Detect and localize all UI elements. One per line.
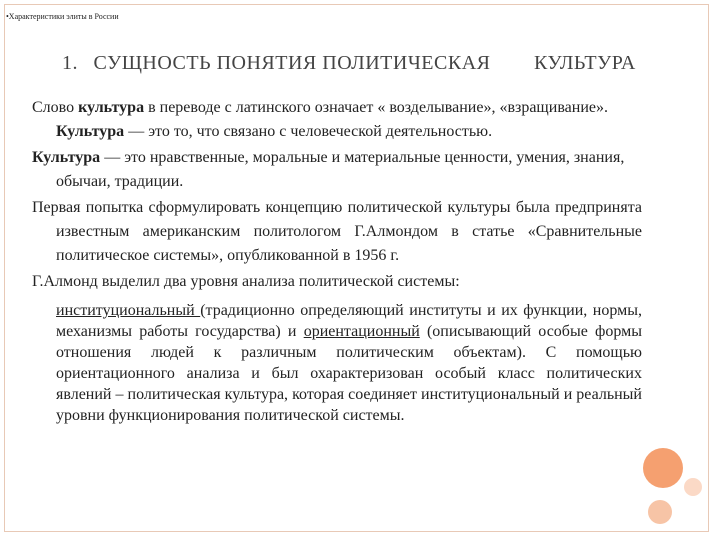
text-run: — это нравственные, моральные и материальные ценности, умения, знания, обычаи, традиции. <box>56 149 625 190</box>
paragraph-almond-levels: Г.Алмонд выделил два уровня анализа политической системы: <box>32 273 460 290</box>
paragraph-definition-word <box>32 96 642 144</box>
header-note: •Характеристики элиты в России <box>6 12 119 21</box>
text-run: (традиционно определяющий институты и их функции, нормы, механизмы работы государства) и <box>56 302 642 340</box>
text-run: в переводе с латинского означает « возделывание», «взращивание». <box>144 99 608 116</box>
bold-term: Культура <box>32 149 101 166</box>
slide-content <box>32 96 642 426</box>
title-number: 1. <box>62 52 78 74</box>
title-line1: СУЩНОСТЬ ПОНЯТИЯ ПОЛИТИЧЕСКАЯ <box>93 52 491 74</box>
underlined-term: институциональный <box>56 302 201 319</box>
decor-circle-large <box>643 448 683 488</box>
underlined-term: ориентационный <box>303 323 420 340</box>
paragraph-almond-history: Первая попытка сформулировать концепцию политической культуры была предпринята известным американским политологом Г.Алмондом в статье «Сравнительные политическое системы», опубликованной в 1956 г. <box>32 199 642 264</box>
paragraph-definition-culture <box>32 146 642 194</box>
bold-term: культура <box>78 99 145 116</box>
paragraph-levels-detail <box>56 300 642 426</box>
text-run: (описывающий особые формы отношения людей к различным политическим объектам). С помощью ориентационного анализа и был охарактеризован особый класс политических явлений – политическая культура, которая соединяет институциональный и реальный уровни функционирования политической системы. <box>56 323 643 424</box>
slide-title <box>62 52 662 75</box>
text-run: Слово <box>32 99 79 116</box>
decor-circle-small <box>684 478 702 496</box>
bold-term: Культура <box>56 123 125 140</box>
text-run: — это то, что связано с человеческой деятельностью. <box>124 123 493 140</box>
title-line2: КУЛЬТУРА <box>534 52 636 74</box>
decor-circle-medium <box>648 500 672 524</box>
